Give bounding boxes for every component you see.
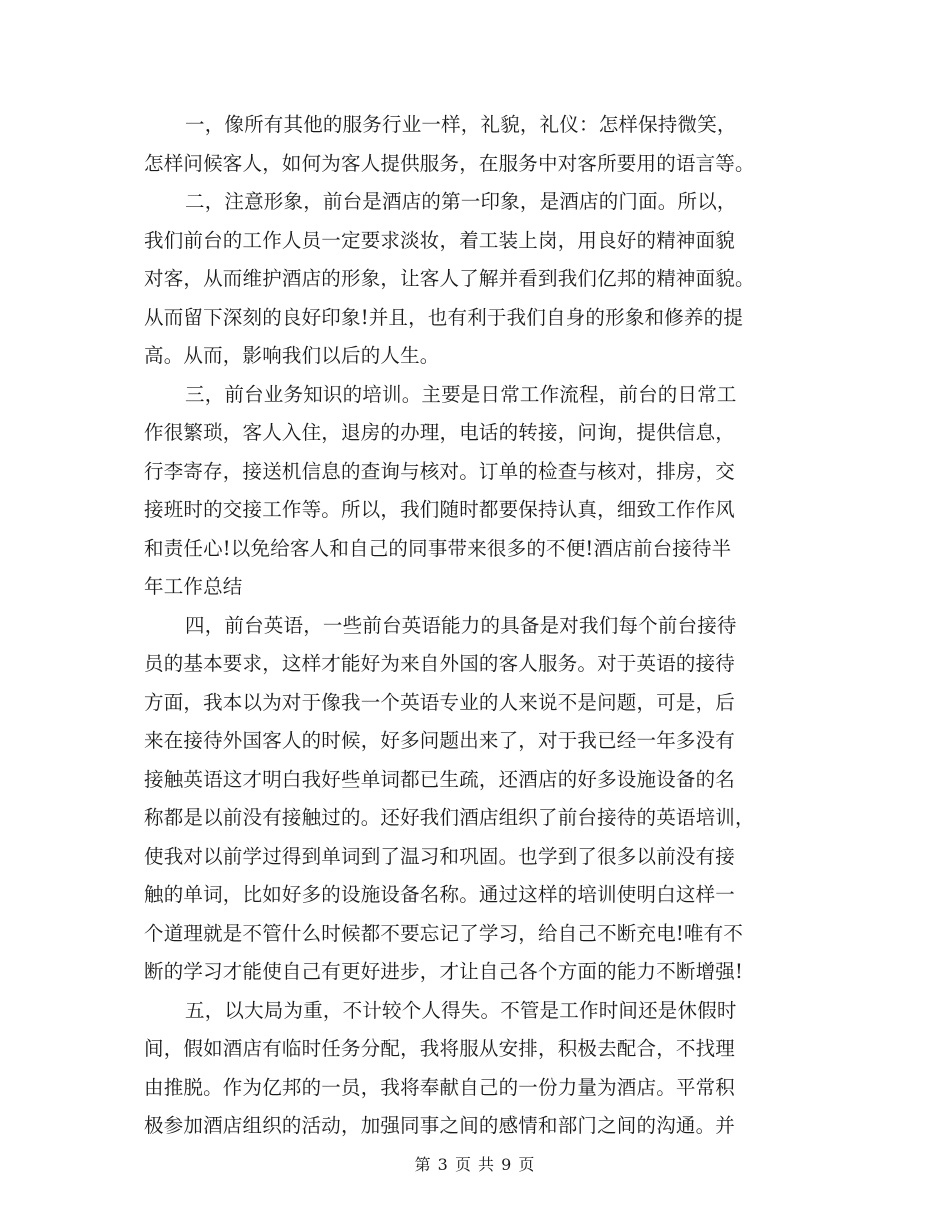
text-line: 五，以大局为重，不计较个人得失。不管是工作时间还是休假时 [185,998,737,1022]
text-line: 由推脱。作为亿邦的一员，我将奉献自己的一份力量为酒店。平常积 [144,1075,736,1099]
text-line: 称都是以前没有接触过的。还好我们酒店组织了前台接待的英语培训， [144,806,755,829]
text-line: 怎样问候客人，如何为客人提供服务，在服务中对客所要用的语言等。 [144,151,755,175]
text-line: 高。从而，影响我们以后的人生。 [144,344,440,367]
text-line: 一，像所有其他的服务行业一样，礼貌，礼仪：怎样保持微笑， [185,113,737,136]
text-line: 极参加酒店组织的活动，加强同事之间的感情和部门之间的沟通。并 [144,1114,736,1137]
text-line: 行李寄存，接送机信息的查询与核对。订单的检查与核对，排房，交 [144,459,736,483]
document-body [144,106,814,1146]
text-line: 接班时的交接工作等。所以，我们随时都要保持认真，细致工作作风 [144,498,736,521]
text-line: 个道理就是不管什么时候都不要忘记了学习，给自己不断充电!唯有不 [144,921,744,945]
text-line: 我们前台的工作人员一定要求淡妆，着工装上岗，用良好的精神面貌 [144,228,736,252]
text-line: 作很繁琐，客人入住，退房的办理，电话的转接，问询，提供信息， [144,421,736,444]
text-line: 触的单词，比如好多的设施设备名称。通过这样的培训使明白这样一 [144,883,736,906]
text-line: 接触英语这才明白我好些单词都已生疏，还酒店的好多设施设备的名 [144,767,736,791]
text-line: 对客，从而维护酒店的形象，让客人了解并看到我们亿邦的精神面貌。 [144,267,755,290]
text-line: 员的基本要求，这样才能好为来自外国的客人服务。对于英语的接待 [144,652,736,675]
text-line: 间，假如酒店有临时任务分配，我将服从安排，积极去配合，不找理 [144,1037,736,1060]
page-number-footer: 第 3 页 共 9 页 [414,1155,536,1174]
text-line: 使我对以前学过得到单词到了温习和巩固。也学到了很多以前没有接 [144,844,736,868]
text-line: 三，前台业务知识的培训。主要是日常工作流程，前台的日常工 [185,382,737,406]
text-line: 四，前台英语，一些前台英语能力的具备是对我们每个前台接待 [185,613,737,637]
text-line: 方面，我本以为对于像我一个英语专业的人来说不是问题，可是，后 [144,690,736,714]
text-line: 和责任心!以免给客人和自己的同事带来很多的不便!酒店前台接待半 [144,536,732,560]
text-line: 二，注意形象，前台是酒店的第一印象，是酒店的门面。所以， [185,190,737,213]
text-line: 断的学习才能使自己有更好进步，才让自己各个方面的能力不断增强! [144,960,744,983]
text-line: 来在接待外国客人的时候，好多问题出来了，对于我已经一年多没有 [144,729,736,752]
text-line: 从而留下深刻的良好印象!并且，也有利于我们自身的形象和修养的提 [144,305,744,329]
text-line: 年工作总结 [144,575,243,598]
